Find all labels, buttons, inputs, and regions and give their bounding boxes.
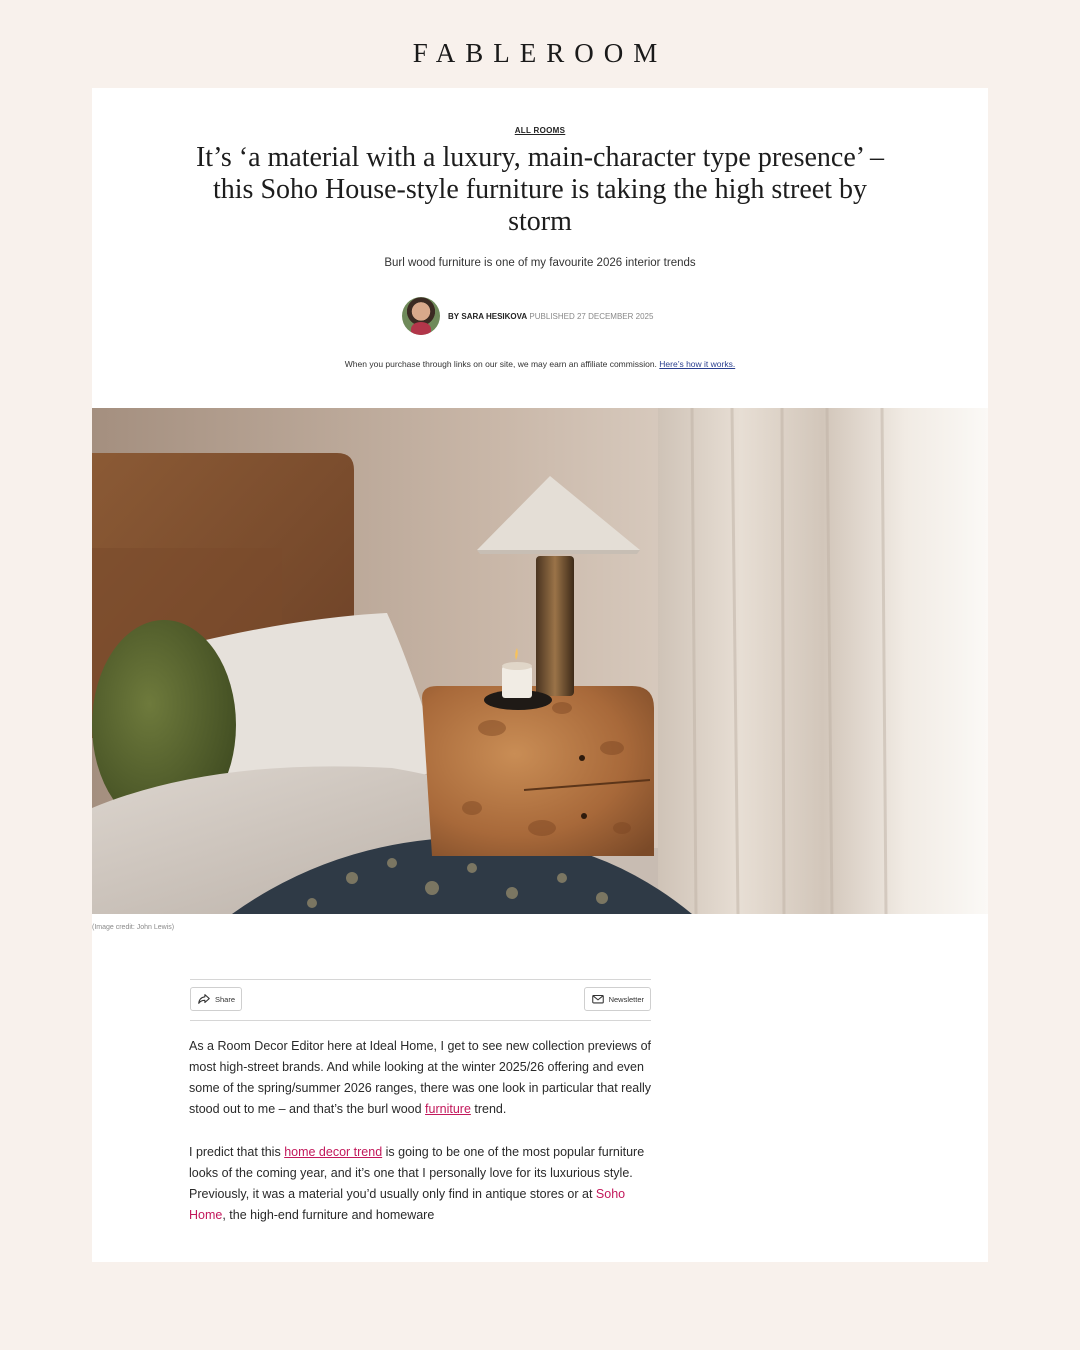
author-name[interactable]: SARA HESIKOVA	[461, 311, 528, 321]
article-card	[92, 88, 988, 1262]
article-subheading: Burl wood furniture is one of my favourite 2026 interior trends	[384, 257, 696, 269]
newsletter-label: Newsletter	[608, 994, 644, 1004]
byline-text	[448, 312, 653, 321]
publish-date: PUBLISHED 27 DECEMBER 2025	[529, 311, 654, 321]
share-button[interactable]	[190, 987, 242, 1011]
share-icon	[197, 992, 211, 1006]
paragraph-text: I predict that this	[189, 1145, 285, 1159]
bedroom-photo	[92, 408, 988, 914]
category-breadcrumb	[92, 126, 988, 135]
newsletter-button[interactable]	[584, 987, 651, 1011]
image-credit: (Image credit: John Lewis)	[92, 924, 175, 931]
paragraph-text: is going to be one of the most popular furniture looks of the coming year, and it’s one that I personally love for its luxurious style. Previously, it was a material you’d usually only find in antique stores or at	[189, 1145, 645, 1201]
paragraph-text: , the high-end furniture and homeware	[222, 1208, 435, 1222]
article-headline: It’s ‘a material with a luxury, main-character type presence’ – this Soho House-style furniture is taking the high street by storm	[195, 142, 884, 237]
home-decor-trend-link[interactable]: home decor trend	[284, 1145, 383, 1159]
affiliate-text: When you purchase through links on our site, we may earn an affiliate commission.	[344, 359, 657, 369]
affiliate-info-link[interactable]: Here’s how it works.	[659, 359, 736, 369]
article-body	[189, 1036, 659, 1248]
hero-image	[92, 408, 988, 914]
paragraph-text: As a Room Decor Editor here at Ideal Home, I get to see new collection previews of most high-street brands. And while looking at the winter 2025/26 offering and even some of the spring/summer 2026 ranges, there was one look in particular that really stood out to me – and that’s the burl wood	[189, 1039, 652, 1116]
paragraph-text: trend.	[470, 1102, 507, 1116]
furniture-link[interactable]: furniture	[425, 1102, 471, 1116]
paragraph-1	[189, 1036, 659, 1120]
affiliate-disclaimer	[92, 359, 988, 369]
byline	[402, 296, 653, 336]
category-link[interactable]: ALL ROOMS	[514, 126, 566, 135]
share-bar	[190, 979, 651, 1021]
envelope-icon	[591, 992, 605, 1006]
soho-home-link[interactable]: Soho Home	[189, 1187, 626, 1222]
paragraph-2	[189, 1142, 659, 1226]
byline-prefix: BY	[448, 311, 460, 321]
share-label: Share	[215, 994, 236, 1004]
author-avatar[interactable]	[402, 297, 440, 335]
brand-logo[interactable]: FABLEROOM	[412, 38, 668, 68]
